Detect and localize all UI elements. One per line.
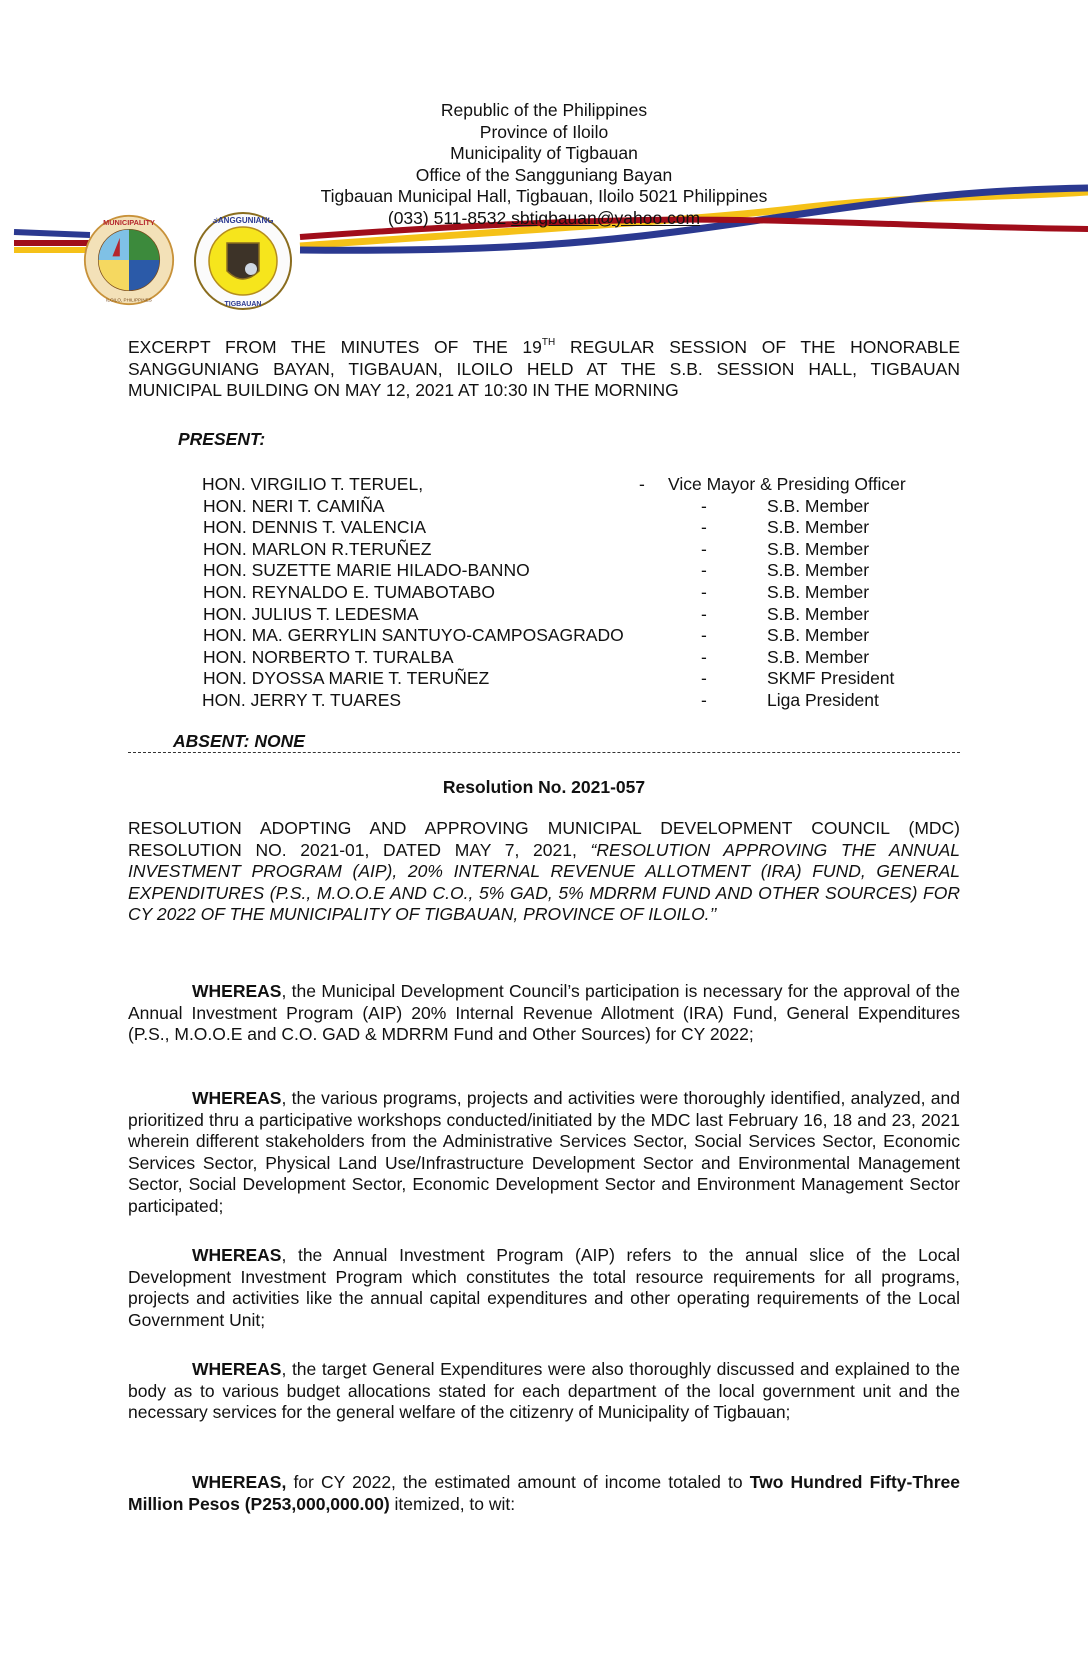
whereas-text: , the target General Expenditures were also thoroughly discussed and explained to the body as to various budget allocations stated for each department of the local government unit and the necessary services for the general welfare of the citizenry of Municipality of Tigbauan; [128,1359,960,1422]
whereas-clause-5 [128,1472,960,1515]
attendee-role: S.B. Member [767,646,870,667]
attendee-role: S.B. Member [767,625,870,646]
whereas-clause-3 [128,1245,960,1331]
letterhead-province: Province of Iloilo [479,121,609,142]
attendee-name: HON. SUZETTE MARIE HILADO-BANNO [203,560,530,581]
whereas-keyword: WHEREAS [192,981,282,1001]
whereas-keyword: WHEREAS [192,1359,282,1379]
attendee-row [200,690,960,712]
resolution-title-quoted: “RESOLUTION APPROVING THE ANNUAL INVESTMENT PROGRAM (AIP), 20% INTERNAL REVENUE ALLOTMENT (IRA) FUND, GENERAL EXPENDITURES (P.S., M.O.O.E AND C.O., 5% GAD, 5% MDRRM FUND AND OTHER SOURCES) FOR CY 2022 OF THE MUNICIPALITY OF TIGBAUAN, PROVINCE OF ILOILO.’’ [128,839,960,924]
attendee-dash: - [701,646,707,667]
svg-text:TIGBAUAN: TIGBAUAN [224,301,262,308]
attendee-dash: - [701,625,707,646]
attendee-row [200,604,960,626]
letterhead [0,100,1088,229]
whereas-clause-4 [128,1359,960,1424]
attendee-name: HON. DYOSSA MARIE T. TERUÑEZ [203,668,490,689]
svg-text:MUNICIPALITY: MUNICIPALITY [103,218,155,228]
attendee-name: HON. REYNALDO E. TUMABOTABO [203,581,496,602]
minutes-excerpt-heading [128,337,960,402]
attendee-row [200,560,960,582]
absent-label: ABSENT: NONE [173,731,305,751]
attendee-dash: - [701,517,707,538]
attendee-role: S.B. Member [767,581,870,602]
excerpt-text-end: REGULAR SESSION OF THE HONORABLE SANGGUNIANG BAYAN, TIGBAUAN, ILOILO HELD AT THE S.B. SESSION HALL, TIGBAUAN MUNICIPAL BUILDING ON MAY 12, 2021 AT 10:30 IN THE MORNING [128,337,960,400]
attendee-dash: - [701,495,707,516]
whereas-keyword: WHEREAS [192,1088,282,1108]
attendee-role: SKMF President [767,668,895,689]
attendee-name: HON. MARLON R.TERUÑEZ [203,538,432,559]
attendee-name: HON. NORBERTO T. TURALBA [203,646,454,667]
letterhead-office: Office of the Sangguniang Bayan [415,164,673,185]
attendee-name: HON. DENNIS T. VALENCIA [203,517,427,538]
whereas-tail: itemized, to wit: [389,1493,516,1514]
attendee-dash: - [701,560,707,581]
present-label: PRESENT: [178,429,266,449]
attendee-role: Vice Mayor & Presiding Officer [668,474,906,494]
attendee-dash: - [701,538,707,559]
ordinal-suffix: TH [541,337,556,348]
attendee-dash: - [639,474,645,494]
whereas-text: , the Annual Investment Program (AIP) refers to the annual slice of the Local Development Investment Program which constitutes the total resource requirements for all programs, projects and activities like the annual capital expenditures and other operating requirements of the Local Government Unit; [128,1245,960,1330]
attendee-name: HON. JERRY T. TUARES [202,689,402,710]
attendee-row [200,474,960,496]
attendee-role: S.B. Member [767,560,870,581]
attendee-name: HON. MA. GERRYLIN SANTUYO-CAMPOSAGRADO [203,625,624,646]
whereas-keyword: WHEREAS [192,1245,282,1265]
income-amount: Two Hundred Fifty-Three Million Pesos (P253,000,000.00) [128,1472,961,1514]
attendee-role: S.B. Member [767,603,870,624]
letterhead-email-link[interactable]: sbtigbauan@yahoo.com [511,207,701,228]
attendee-name: HON. JULIUS T. LEDESMA [203,603,419,624]
letterhead-municipality: Municipality of Tigbauan [450,143,638,163]
whereas-clause-2 [128,1088,960,1217]
letterhead-country: Republic of the Philippines [440,100,648,120]
attendee-dash: - [701,689,707,710]
svg-text:SANGGUNIANG: SANGGUNIANG [212,216,274,225]
attendee-role: S.B. Member [767,495,870,516]
attendee-list [200,474,960,712]
attendee-row [200,517,960,539]
letterhead-address: Tigbauan Municipal Hall, Tigbauan, Iloilo 5021 Philippines [320,186,768,206]
attendee-role: Liga President [767,689,879,710]
svg-text:ILOILO, PHILIPPINES: ILOILO, PHILIPPINES [106,297,152,303]
whereas-text: for CY 2022, the estimated amount of income totaled to [286,1472,750,1492]
attendee-dash: - [701,603,707,624]
resolution-title [128,818,960,926]
whereas-keyword: WHEREAS, [192,1472,287,1492]
attendee-role: S.B. Member [767,517,870,538]
resolution-number: Resolution No. 2021-057 [442,777,646,797]
excerpt-text-start: EXCERPT FROM THE MINUTES OF THE 19 [128,337,542,357]
attendee-name: HON. VIRGILIO T. TERUEL, [202,474,424,494]
attendee-row [200,647,960,669]
whereas-clause-1 [128,981,960,1046]
attendee-dash: - [701,668,707,689]
whereas-text: , the various programs, projects and activities were thoroughly identified, analyzed, and prioritized thru a participative workshops conducted/initiated by the MDC last February 16, 18 and 23, 2021 wherein different stakeholders from the Administrative Services Sector, Social Services Sector, Economic Services Sector, Physical Land Use/Infrastructure Development Sector and Environmental Management Sector, Social Development Sector, Economic Development Sector and Environment Management Sector participated; [128,1088,960,1216]
whereas-text: , the Municipal Development Council’s participation is necessary for the approval of the Annual Investment Program (AIP) 20% Internal Revenue Allotment (IRA) Fund, General Expenditures (P.S., M.O.O.E and C.O. GAD & MDRRM Fund and Other Sources) for CY 2022; [128,981,960,1044]
dashed-separator [128,752,960,755]
attendee-row [200,582,960,604]
attendee-name: HON. NERI T. CAMIÑA [203,495,385,516]
attendee-row [200,625,960,647]
letterhead-phone: (033) 511-8532 [387,207,507,228]
attendee-dash: - [701,581,707,602]
resolution-title-plain: RESOLUTION ADOPTING AND APPROVING MUNICIPAL DEVELOPMENT COUNCIL (MDC) RESOLUTION NO. 2021-01, DATED MAY 7, 2021, [128,818,960,860]
letterhead-contact [0,208,1088,230]
attendee-row [200,496,960,518]
attendee-row [200,668,960,690]
attendee-role: S.B. Member [767,538,870,559]
attendee-row [200,539,960,561]
